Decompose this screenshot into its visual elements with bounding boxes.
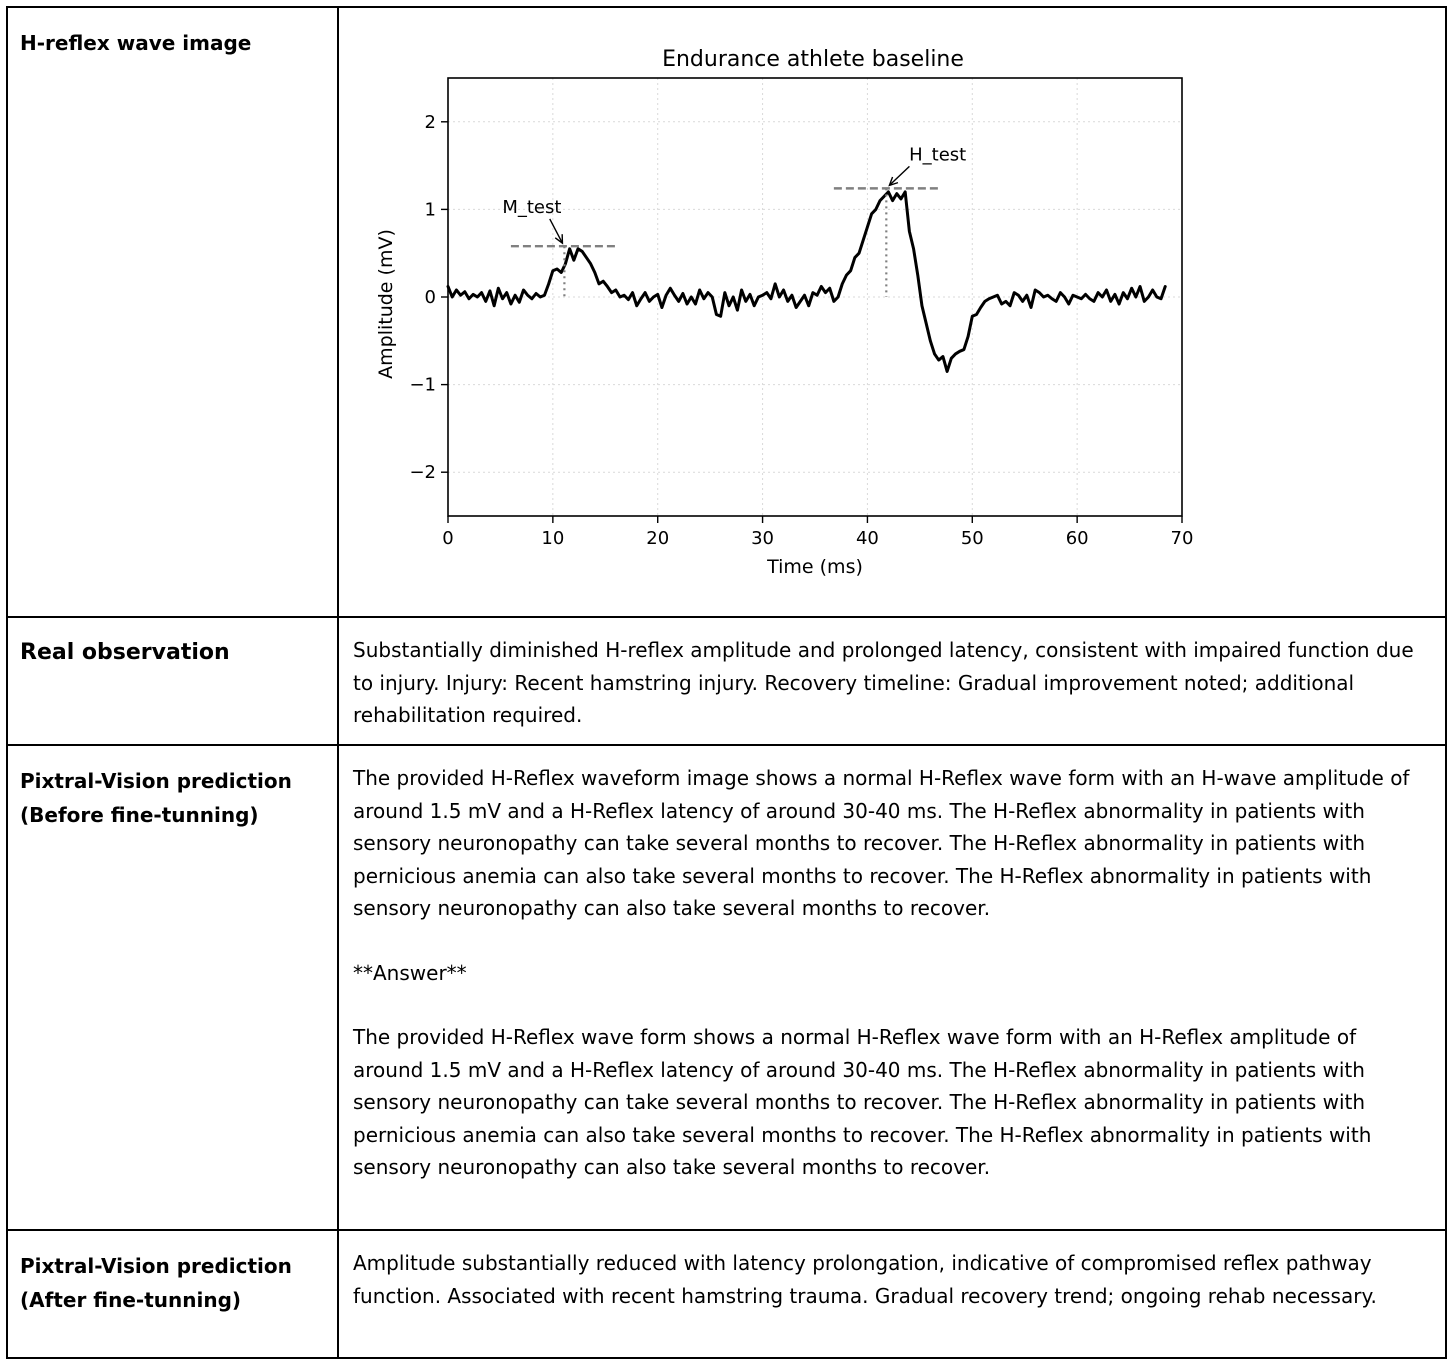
chart-annotations	[502, 144, 966, 297]
row-label-before-line2: (Before fine-tunning)	[20, 803, 259, 827]
series-line	[448, 192, 1165, 372]
y-tick-label: −1	[409, 374, 436, 396]
row-label-before	[7, 745, 338, 1230]
table-row	[7, 1230, 1446, 1358]
row-label-after-line2: (After fine-tunning)	[20, 1288, 242, 1312]
before-paragraph-1: The provided H-Reflex waveform image shows a normal H-Reflex wave form with an H-wave amplitude of around 1.5 mV and a H-Reflex latency of around 30-40 ms. The H-Reflex abnormality in patients with sensory neuronopathy can take several months to recover. The H-Reflex abnormality in patients with pernicious anemia can also take several months to recover. The H-Reflex abnormality in patients with sensory neuronopathy can also take several months to recover.	[353, 766, 1410, 920]
x-tick-label: 30	[751, 528, 775, 549]
y-tick-label: 2	[424, 111, 436, 133]
annotation-arrow	[550, 219, 563, 243]
chart-axes	[409, 78, 1193, 549]
after-paragraph: Amplitude substantially reduced with latency prolongation, indicative of compromised reflex pathway function. Associated with recent hamstring trauma. Gradual recovery trend; ongoing rehab necessary.	[353, 1251, 1377, 1308]
chart-series	[448, 192, 1165, 372]
x-tick-label: 50	[960, 528, 984, 549]
real-observation-paragraph: Substantially diminished H-reflex amplitude and prolonged latency, consistent with impaired function due to injury. Injury: Recent hamstring injury. Recovery timeline: Gradual improvement noted; additional rehabilitation required.	[353, 638, 1414, 727]
comparison-table	[6, 6, 1447, 1359]
y-tick-label: −2	[409, 462, 436, 484]
before-prediction-text	[338, 745, 1446, 1230]
before-paragraph-2: **Answer**	[353, 960, 467, 985]
y-tick-label: 1	[424, 199, 436, 221]
table-row	[7, 7, 1446, 617]
row-label-after-line1: Pixtral-Vision prediction	[20, 1254, 292, 1278]
annotation-label: M_test	[502, 196, 562, 218]
x-tick-label: 70	[1170, 528, 1194, 549]
table-row	[7, 745, 1446, 1230]
h-reflex-chart	[339, 8, 1447, 616]
x-tick-label: 20	[646, 528, 670, 549]
row-label-chart: H-reflex wave image	[7, 7, 338, 617]
chart-xlabel: Time (ms)	[767, 556, 863, 578]
x-tick-label: 10	[541, 528, 565, 549]
annotation-label: H_test	[909, 144, 967, 166]
table-row	[7, 617, 1446, 745]
x-tick-label: 0	[442, 528, 454, 549]
y-tick-label: 0	[424, 287, 436, 308]
annotation-arrow	[889, 166, 909, 185]
row-label-before-line1: Pixtral-Vision prediction	[20, 769, 292, 793]
chart-title: Endurance athlete baseline	[662, 47, 964, 72]
chart-cell	[338, 7, 1446, 617]
row-label-after	[7, 1230, 338, 1358]
x-tick-label: 60	[1065, 528, 1089, 549]
x-tick-label: 40	[855, 528, 879, 549]
after-prediction-text	[338, 1230, 1446, 1358]
before-paragraph-3: The provided H-Reflex wave form shows a normal H-Reflex wave form with an H-Reflex amplitude of around 1.5 mV and a H-Reflex latency of around 30-40 ms. The H-Reflex abnormality in patients with sensory neuronopathy can take several months to recover. The H-Reflex abnormality in patients with pernicious anemia can also take several months to recover. The H-Reflex abnormality in patients with sensory neuronopathy can also take several months to recover.	[353, 1025, 1372, 1179]
row-label-real: Real observation	[7, 617, 338, 745]
chart-ylabel: Amplitude (mV)	[375, 229, 397, 379]
real-observation-text	[338, 617, 1446, 745]
